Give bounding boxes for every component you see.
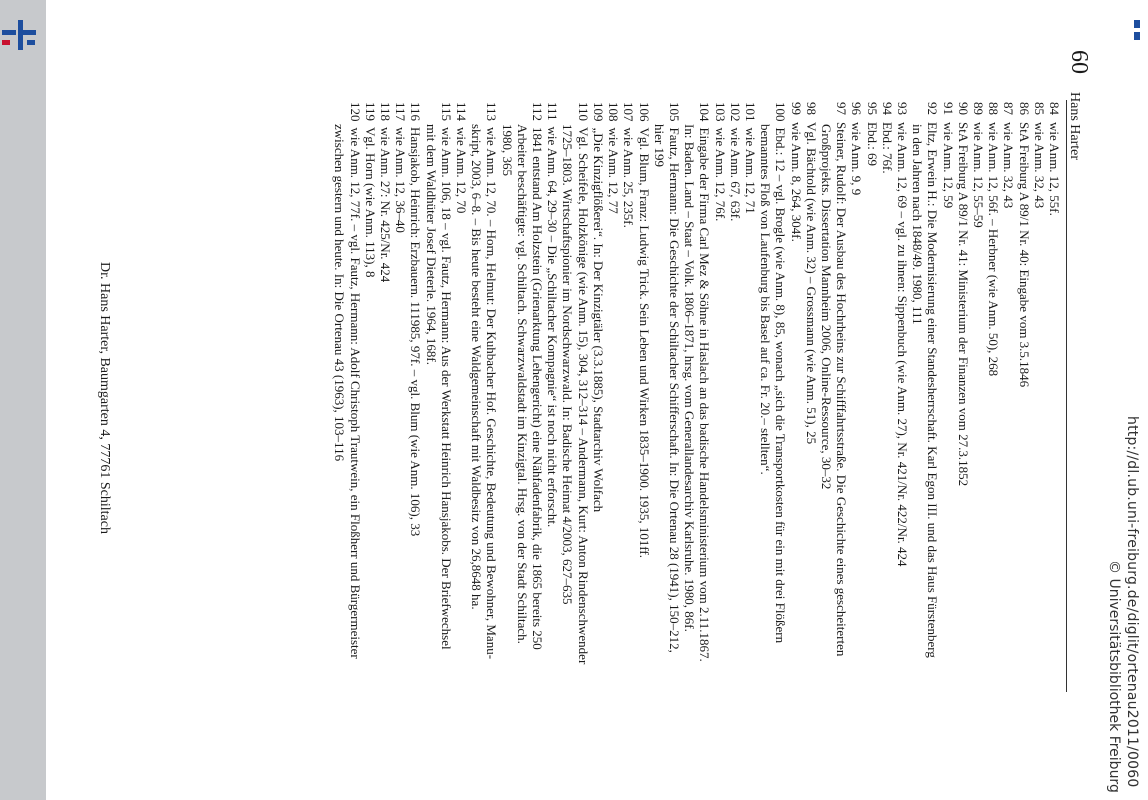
endnote-number: 87 (1001, 102, 1017, 115)
endnote-text: Hansjakob, Heinrich: Erzbauern. 111985, 97f. – vgl. Blum (wie Anm. 106), 33 (408, 127, 424, 537)
endnote-text: wie Anm. 12, 77 (606, 127, 622, 214)
endnote-text: StA Freiburg A 89/1 Nr. 40: Eingabe vom 3.5.1846 (1016, 122, 1032, 388)
endnote-text: wie Anm. 12, 76f. (712, 127, 728, 222)
endnote-text: mit dem Waldhüter Josef Dieterle. 1964, 168f. (423, 124, 439, 365)
endnote (332, 102, 362, 752)
endnote (986, 102, 1001, 752)
endnote (682, 102, 712, 752)
endnote-number: 97 (834, 102, 850, 115)
endnote-text: 1841 entstand Am Holzstein (Grienarktung Lehengericht) eine Nähfadenfabrik, die 1865 bereits 250 (530, 127, 546, 650)
endnote-number: 111 (545, 102, 561, 121)
endnote (743, 102, 758, 752)
endnotes-list (332, 102, 1062, 752)
endnote-text: Ebd.: 12 – vgl. Brogle (wie Anm. 8), 85, wonach „sich die Transportkosten für ein mit drei Flößern (773, 127, 789, 644)
author-address: Dr. Hans Harter, Baumgarten 4, 77761 Schiltach (97, 262, 112, 534)
endnote (712, 102, 727, 752)
endnote-number: 95 (864, 102, 880, 115)
endnote-text: wie Anm. 12, 71 (742, 127, 758, 214)
endnote (606, 102, 621, 752)
endnote (819, 102, 849, 752)
endnote-text: wie Anm. 25, 235f. (621, 127, 637, 228)
endnote (956, 102, 971, 752)
endnote (788, 102, 803, 752)
endnote-number: 91 (940, 102, 956, 115)
endnote-number: 109 (590, 102, 606, 122)
endnote-text: bemanntes Floß von Laufenburg bis Basel auf ca. Fr. 20.– stellten“. (758, 124, 774, 475)
endnote-number: 119 (362, 102, 378, 122)
endnote-text: wie Anm. 12, 77f. – vgl. Fautz, Hermann: Adolf Christoph Trautwein, ein Floßherr und Bürgermeister (347, 127, 363, 659)
endnote-text: Arbeiter beschäftigte: vgl. Schiltach. Schwarzwaldstadt im Kinzigtal. Hrsg. von der Stadt Schiltach. (514, 124, 530, 644)
endnote-number: 101 (742, 102, 758, 122)
endnote-number: 120 (347, 102, 363, 122)
endnote-text: wie Anm. 12, 70. – Horn, Helmut: Der Kuhbacher Hof. Geschichte, Bedeutung und Bewohner, Manu- (484, 127, 500, 660)
header-rule (1066, 100, 1067, 692)
endnote-text: wie Anm. 12, 55f. (1047, 122, 1062, 216)
endnote-number: 84 (1047, 102, 1062, 115)
endnote (849, 102, 864, 752)
copyright-notice: © Universitätsbibliothek Freiburg (1106, 560, 1122, 793)
endnote-text: Vgl. Horn (wie Anm. 113), 8 (362, 127, 378, 278)
endnote-number: 115 (438, 102, 454, 122)
endnote-text: wie Anm. 32, 43 (1031, 122, 1047, 209)
endnote-number: 102 (727, 102, 743, 122)
endnote (804, 102, 819, 752)
endnote-number: 114 (454, 102, 470, 122)
endnote-text: StA Freiburg A 89/1 Nr. 41: Ministerium der Finanzen vom 27.3.1852 (955, 122, 971, 487)
endnote (1047, 102, 1062, 752)
source-url: http://dl.ub.uni-freiburg.de/diglit/ortenau2011/0060 (1124, 416, 1140, 788)
viewer-sidebar (0, 0, 46, 800)
endnote-number: 108 (606, 102, 622, 122)
endnote-number: 99 (788, 102, 804, 115)
endnote-text: wie Anm. 27: Nr. 425/Nr. 424 (378, 127, 394, 283)
endnote-number: 112 (530, 102, 546, 122)
endnote-number: 96 (849, 102, 865, 115)
endnote (910, 102, 940, 752)
endnote-text: In: Baden. Land – Staat – Volk. 1806–1871, hrsg. vom Generallandesarchiv Karlsruhe. 1980, 86f. (682, 124, 698, 632)
endnote-text: 1980, 365 (499, 124, 515, 176)
endnote-text: wie Anm. 64, 29–30 – Die „Schiltacher Kompagnie“ ist noch nicht erforscht. (545, 126, 561, 528)
endnote (499, 102, 545, 752)
endnote-text: hier 199 (651, 124, 667, 167)
endnote-number: 92 (925, 102, 941, 115)
endnote (378, 102, 393, 752)
endnote-text: zwischen gestern und heute. In: Die Ortenau 43 (1963), 103–116 (332, 124, 348, 462)
endnote-number: 103 (712, 102, 728, 122)
endnote-number: 89 (970, 102, 986, 115)
endnote (1001, 102, 1016, 752)
endnote-number: 93 (894, 102, 910, 115)
endnote-text: Steiner, Rudolf: Der Ausbau des Hochrheins zur Schifffahrtsstraße. Die Geschichte eines gescheiterten (834, 122, 850, 657)
endnote (621, 102, 636, 752)
endnote-number: 88 (986, 102, 1002, 115)
endnote (758, 102, 788, 752)
running-head: Hans Harter (1067, 92, 1082, 161)
endnote-text: 1725–1803. Wirtschaftspionier im Nordschwarzwald. In: Badische Heimat 4/2003, 627–635 (560, 124, 576, 605)
endnote-text: wie Anm. 12, 69 – vgl. zu ihnen: Sippenbuch (wie Anm. 27), Nr. 421/Nr. 422/Nr. 424 (894, 122, 910, 567)
endnote-text: Vgl. Scheifele, Holzkönige (wie Anm. 15), 304, 312–314 – Andermann, Kurt: Anton Rindenschwender (575, 127, 591, 665)
endnote-text: Großprojekts. Dissertation Mannheim 2006, Online-Ressource, 30–32 (818, 124, 834, 490)
endnote-number: 85 (1031, 102, 1047, 115)
endnote (363, 102, 378, 752)
endnote (940, 102, 955, 752)
endnote (652, 102, 682, 752)
endnote-text: Ebd.: 76f. (879, 122, 895, 174)
endnote-text: wie Anm. 12, 70 (454, 127, 470, 214)
endnote-text: wie Anm. 9, 9 (849, 122, 865, 196)
endnote-number: 116 (408, 102, 424, 122)
endnote (469, 102, 499, 752)
endnote-text: Ebd.: 69 (864, 122, 880, 167)
endnote (454, 102, 469, 752)
endnote-number: 113 (484, 102, 500, 122)
endnote-text: wie Anm. 8, 264, 304f. (788, 122, 804, 242)
endnote-text: Vgl. Bächtold (wie Anm. 32) – Grossmann (wie Anm. 51), 25 (803, 122, 819, 445)
endnote (560, 102, 590, 752)
endnote-number: 94 (879, 102, 895, 115)
page-number: 60 (1066, 50, 1092, 74)
endnote (880, 102, 895, 752)
endnote-text: wie Anm. 12, 56f. – Herbner (wie Anm. 50), 268 (986, 122, 1002, 377)
endnote-text: wie Anm. 67, 63f. (727, 127, 743, 222)
endnote-number: 118 (378, 102, 394, 122)
endnote-number: 100 (773, 102, 789, 122)
endnote (971, 102, 986, 752)
endnote (591, 102, 606, 752)
library-logo-icon (2, 20, 40, 56)
logo-fragment-icon (1134, 20, 1144, 48)
endnote-number: 104 (697, 102, 713, 122)
endnote (423, 102, 453, 752)
endnote (1032, 102, 1047, 752)
endnote (393, 102, 408, 752)
endnote (728, 102, 743, 752)
endnote-text: wie Anm. 12, 59 (940, 122, 956, 209)
endnote-number: 117 (393, 102, 409, 122)
endnote-text: Eingabe der Firma Carl Mez & Söhne in Haslach an das badische Handelsministerium vom 2.11.1867. (697, 127, 713, 662)
endnote-text: wie Anm. 32, 43 (1001, 122, 1017, 209)
endnote-number: 98 (803, 102, 819, 115)
endnote-number: 107 (621, 102, 637, 122)
endnote-text: wie Anm. 106, 18 – vgl. Fautz, Hermann: Aus der Werkstatt Heinrich Hansjakobs. Der Briefwechsel (438, 127, 454, 650)
endnote-number: 90 (955, 102, 971, 115)
endnote-text: Fautz, Hermann: Die Geschichte der Schiltacher Schifferschaft. In: Die Ortenau 28 (1941), 150–212, (666, 127, 682, 653)
endnote (636, 102, 651, 752)
endnote (545, 102, 560, 752)
endnote (1016, 102, 1031, 752)
endnote (895, 102, 910, 752)
endnote-text: Eltz, Erwein H.: Die Modernisierung einer Standesherrschaft. Karl Egon III. und das Haus Fürstenberg (925, 122, 941, 658)
endnote-number: 106 (636, 102, 652, 122)
endnote-number: 105 (666, 102, 682, 122)
endnote-text: „Die Kinzigflößerei“. In: Der Kinzigtäler (3.3.1885), Stadtarchiv Wolfach (590, 127, 606, 513)
endnote (408, 102, 423, 752)
endnote-text: wie Anm. 12, 55–59 (970, 122, 986, 228)
endnote (864, 102, 879, 752)
endnote-number: 86 (1016, 102, 1032, 115)
endnote-text: Vgl. Blum, Franz: Ludwig Trick. Sein Leben und Wirken 1835–1900. 1935, 101ff. (636, 127, 652, 558)
endnote-text: skript, 2003, 6–8. – Bis heute besteht eine Waldgemeinschaft mit Waldbesitz von 26,8648 ha. (469, 124, 485, 610)
endnote-text: in den Jahren nach 1848/49. 1980, 111 (910, 124, 926, 325)
endnote-text: wie Anm. 12, 36–40 (393, 127, 409, 233)
endnote-number: 110 (575, 102, 591, 122)
